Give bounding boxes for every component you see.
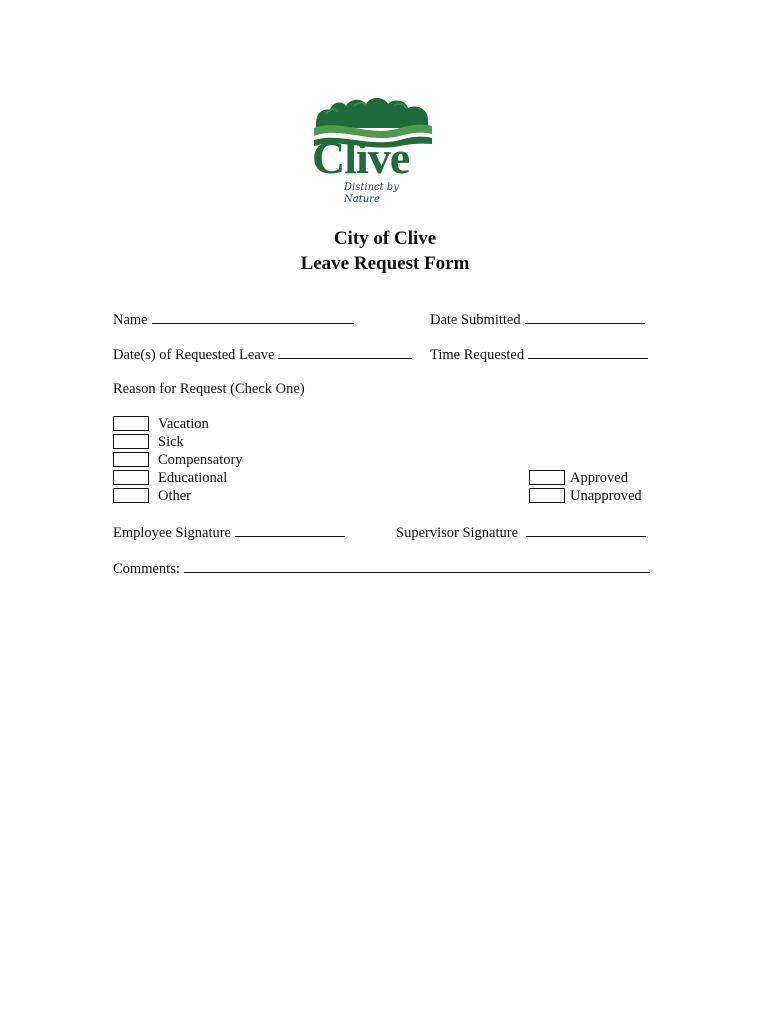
other-label: Other	[158, 488, 192, 504]
educational-label: Educational	[158, 470, 228, 486]
logo-tagline: Distinct by Nature	[344, 182, 399, 205]
comments-label: Comments:	[113, 561, 180, 577]
date-submitted-input-line[interactable]	[525, 309, 645, 324]
name-field[interactable]	[113, 309, 354, 329]
educational-checkbox[interactable]	[113, 470, 149, 485]
requested-dates-field[interactable]	[113, 344, 412, 364]
vacation-label: Vacation	[158, 416, 209, 432]
date-submitted-field[interactable]	[430, 309, 645, 329]
vacation-checkbox[interactable]	[113, 416, 149, 431]
supervisor-signature-label: Supervisor Signature	[396, 525, 519, 541]
sick-label: Sick	[158, 434, 184, 450]
reason-heading: Reason for Request (Check One)	[113, 381, 305, 397]
sick-checkbox[interactable]	[113, 434, 149, 449]
supervisor-signature-input-line[interactable]	[526, 522, 646, 537]
form-title: Leave Request Form	[300, 253, 470, 274]
time-requested-field[interactable]	[430, 344, 648, 364]
comments-field[interactable]	[113, 558, 650, 578]
name-label: Name	[113, 312, 148, 328]
compensatory-label: Compensatory	[158, 452, 243, 468]
time-requested-input-line[interactable]	[528, 344, 648, 359]
unapproved-checkbox[interactable]	[529, 488, 565, 503]
city-logo	[310, 94, 436, 205]
date-submitted-label: Date Submitted	[430, 312, 521, 328]
form-title-city: City of Clive	[333, 228, 437, 249]
other-checkbox[interactable]	[113, 488, 149, 503]
time-requested-label: Time Requested	[430, 347, 525, 363]
employee-signature-input-line[interactable]	[235, 522, 345, 537]
supervisor-signature-field[interactable]	[396, 522, 646, 542]
compensatory-checkbox[interactable]	[113, 452, 149, 467]
approved-checkbox[interactable]	[529, 470, 565, 485]
employee-signature-field[interactable]	[113, 522, 345, 542]
requested-dates-input-line[interactable]	[278, 344, 412, 359]
name-input-line[interactable]	[152, 309, 354, 324]
logo-wordmark: Clive	[312, 132, 410, 183]
unapproved-label: Unapproved	[570, 488, 642, 504]
approved-label: Approved	[570, 470, 628, 486]
comments-input-line[interactable]	[184, 558, 650, 573]
requested-dates-label: Date(s) of Requested Leave	[113, 347, 275, 363]
employee-signature-label: Employee Signature	[113, 525, 231, 541]
